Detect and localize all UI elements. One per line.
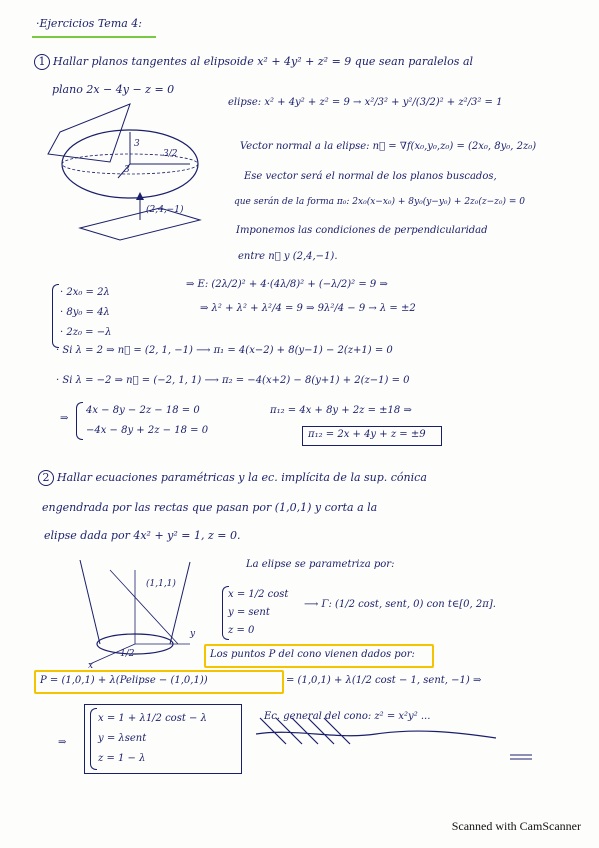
param-z: z = 0 [228,625,255,636]
ex1-number: 1 [34,54,50,70]
ex2-statement-1: 2 Hallar ecuaciones paramétricas y la ec. implícita de la sup. cónica [38,470,427,486]
param-y: y = sent [228,607,270,618]
ex2-number: 2 [38,470,54,486]
double-arrow [510,752,534,762]
crossed-out-text: Ec. general del cono: z² = x²y² ... [264,711,431,722]
cone-param-brace [90,708,97,770]
ex1-statement-1: 1 Hallar planos tangentes al elipsoide x² + 4y² + z² = 9 que sean paralelos al [34,54,473,70]
case-1: · Si λ = 2 ⇒ n⃗ = (2, 1, −1) ⟶ π₁ = 4(x−2) + 8(y−1) − 2(z+1) = 0 [56,345,393,356]
cone-y-label: y [190,629,196,639]
cone-half-label: 1/2 [120,649,135,659]
cone-figure [70,560,210,670]
cone-x-label: x [88,661,94,671]
ellipsoid-figure [40,102,225,242]
title-underline [32,36,156,38]
system-result-1: ⇒ E: (2λ/2)² + 4·(4λ/8)² + (−λ/2)² = 9 ⇒ [186,279,388,290]
system-eq-1: · 2x₀ = 2λ [60,287,110,298]
cone-param-z: z = 1 − λ [98,753,146,764]
planes-arrow: ⇒ [60,413,69,424]
cone-arrow: ⇒ [58,737,67,748]
planes-result: π₁₂ = 4x + 8y + 2z = ±18 ⇒ [270,405,412,416]
system-result-2: ⇒ λ² + λ² + λ²/4 = 9 ⇒ 9λ²/4 − 9 → λ = ±2 [200,303,416,314]
cone-param-y: y = λsent [98,733,147,744]
planes-brace [76,402,83,440]
points-eq: P = (1,0,1) + λ(Pelipse − (1,0,1)) [40,675,208,686]
plane-eq-1: 4x − 8y − 2z − 18 = 0 [86,405,200,416]
ex2-statement-3: elipse dada por 4x² + y² = 1, z = 0. [44,529,241,542]
planes-final: π₁₂ = 2x + 4y + z = ±9 [308,429,426,440]
fig-label-y: 3/2 [163,149,178,159]
cone-param-x: x = 1 + λ1/2 cost − λ [98,713,207,724]
points-intro: Los puntos P del cono vienen dados por: [210,649,415,660]
param-result: ⟶ Γ: (1/2 cost, sent, 0) con t∈[0, 2π]. [304,599,496,610]
case-2: · Si λ = −2 ⇒ n⃗ = (−2, 1, 1) ⟶ π₂ = −4(x+2) − 8(y+1) + 2(z−1) = 0 [56,375,410,386]
scribble-strike [256,704,536,758]
param-x: x = 1/2 cost [228,589,289,600]
points-eq-result: = (1,0,1) + λ(1/2 cost − 1, sent, −1) ⇒ [286,675,482,686]
normal-note-1: Ese vector será el normal de los planos buscados, [244,171,497,182]
fig-label-z: 3 [134,139,140,149]
system-eq-3: · 2z₀ = −λ [60,327,112,338]
footer-watermark: Scanned with CamScanner [451,819,581,833]
ellipse-equation: elipse: x² + 4y² + z² = 9 → x²/3² + y²/(3/2)² + z²/3² = 1 [228,97,503,108]
ex1-statement-2: plano 2x − 4y − z = 0 [52,83,175,96]
cone-vertex-label: (1,1,1) [146,579,176,589]
page-title: ·Ejercicios Tema 4: [36,17,143,30]
fig-label-x: 3 [124,165,130,175]
system-brace [52,284,59,348]
perp-note-2: entre n⃗ y (2,4,−1). [238,251,338,262]
fig-arrow-label: (2,4,−1) [146,205,184,215]
normal-vector: Vector normal a la elipse: n⃗ = ∇f(x₀,y₀,z₀) = (2x₀, 8y₀, 2z₀) [240,141,537,152]
perp-note-1: Imponemos las condiciones de perpendicularidad [236,225,488,236]
param-intro: La elipse se parametriza por: [246,559,395,570]
ex2-statement-2: engendrada por las rectas que pasan por (1,0,1) y corta a la [42,501,378,514]
system-eq-2: · 8y₀ = 4λ [60,307,110,318]
normal-note-2: que serán de la forma π₀: 2x₀(x−x₀) + 8y₀(y−y₀) + 2z₀(z−z₀) = 0 [234,197,526,207]
plane-eq-2: −4x − 8y + 2z − 18 = 0 [86,425,209,436]
